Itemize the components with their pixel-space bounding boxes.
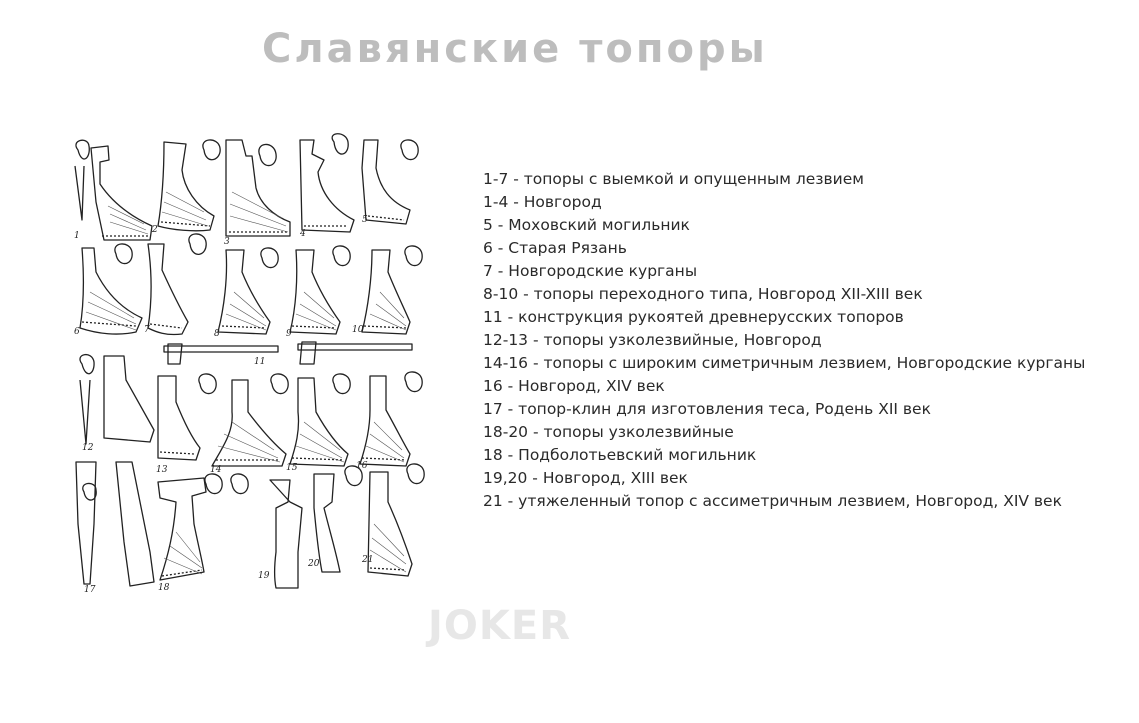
figure-label: 20 [308, 559, 320, 569]
figure-label: 13 [156, 465, 168, 475]
axe-figure-13 [158, 374, 216, 460]
axe-figure-5 [362, 140, 418, 224]
figure-label: 4 [300, 229, 306, 239]
axe-figure-2 [158, 140, 220, 231]
legend-item: 18 - Подболотьевский могильник [483, 446, 757, 464]
figure-label: 11 [254, 357, 266, 367]
figure-label: 5 [362, 215, 368, 225]
figure-label: 6 [74, 327, 80, 337]
figure-label: 17 [84, 585, 96, 595]
axe-figure-4 [300, 134, 354, 232]
figure-label: 7 [144, 325, 150, 335]
figure-label: 3 [224, 237, 230, 247]
legend-item: 21 - утяжеленный топор с ассиметричным лезвием, Новгород, XIV век [483, 492, 1062, 510]
figure-label: 18 [158, 583, 170, 593]
legend-item: 7 - Новгородские курганы [483, 262, 698, 280]
legend-item: 16 - Новгород, XIV век [483, 377, 665, 395]
axe-figure-20 [270, 466, 362, 588]
axe-figure-9 [290, 246, 350, 334]
axe-figure-1 [75, 140, 152, 240]
legend-item: 5 - Моховский могильник [483, 216, 690, 234]
legend-item: 1-7 - топоры с выемкой и опущенным лезвием [483, 170, 864, 188]
axe-figure-18 [116, 462, 154, 586]
figure-label: 19 [258, 571, 270, 581]
figure-label: 2 [152, 225, 158, 235]
axe-figure-6 [80, 244, 142, 334]
axe-figure-11 [164, 342, 412, 364]
legend-item: 6 - Старая Рязань [483, 239, 627, 257]
legend-item: 11 - конструкция рукоятей древнерусских топоров [483, 308, 904, 326]
axe-figure-10 [362, 246, 422, 334]
axe-figure-12 [80, 355, 154, 444]
axe-illustration-plate [64, 132, 444, 602]
watermark: JOKER [428, 603, 572, 649]
page-title: Славянские топоры [262, 26, 768, 72]
figure-label: 8 [214, 329, 220, 339]
legend-item: 17 - топор-клин для изготовления теса, Родень XII век [483, 400, 931, 418]
axe-drawings [64, 132, 444, 602]
figure-label: 16 [356, 461, 368, 471]
legend-item: 1-4 - Новгород [483, 193, 602, 211]
axe-figure-14 [212, 374, 288, 466]
axe-figure-16 [360, 372, 422, 466]
figure-label: 12 [82, 443, 94, 453]
axe-figure-3 [226, 140, 290, 236]
figure-label: 15 [286, 463, 298, 473]
legend-list [483, 168, 1123, 513]
figure-label: 1 [74, 231, 80, 241]
legend-item: 12-13 - топоры узколезвийные, Новгород [483, 331, 822, 349]
legend-item: 14-16 - топоры с широким симетричным лезвием, Новгородские курганы [483, 354, 1086, 372]
axe-figure-7 [148, 234, 206, 335]
axe-figure-15 [290, 374, 350, 466]
figure-label: 21 [362, 555, 374, 565]
axe-figure-19 [158, 474, 248, 580]
figure-label: 9 [286, 329, 292, 339]
legend-item: 19,20 - Новгород, XIII век [483, 469, 688, 487]
axe-figure-21 [368, 464, 424, 576]
legend-item: 18-20 - топоры узколезвийные [483, 423, 734, 441]
axe-figure-17 [76, 462, 96, 584]
figure-label: 14 [210, 465, 222, 475]
axe-figure-8 [218, 248, 278, 334]
figure-label: 10 [352, 325, 364, 335]
legend-item: 8-10 - топоры переходного типа, Новгород XII-XIII век [483, 285, 923, 303]
